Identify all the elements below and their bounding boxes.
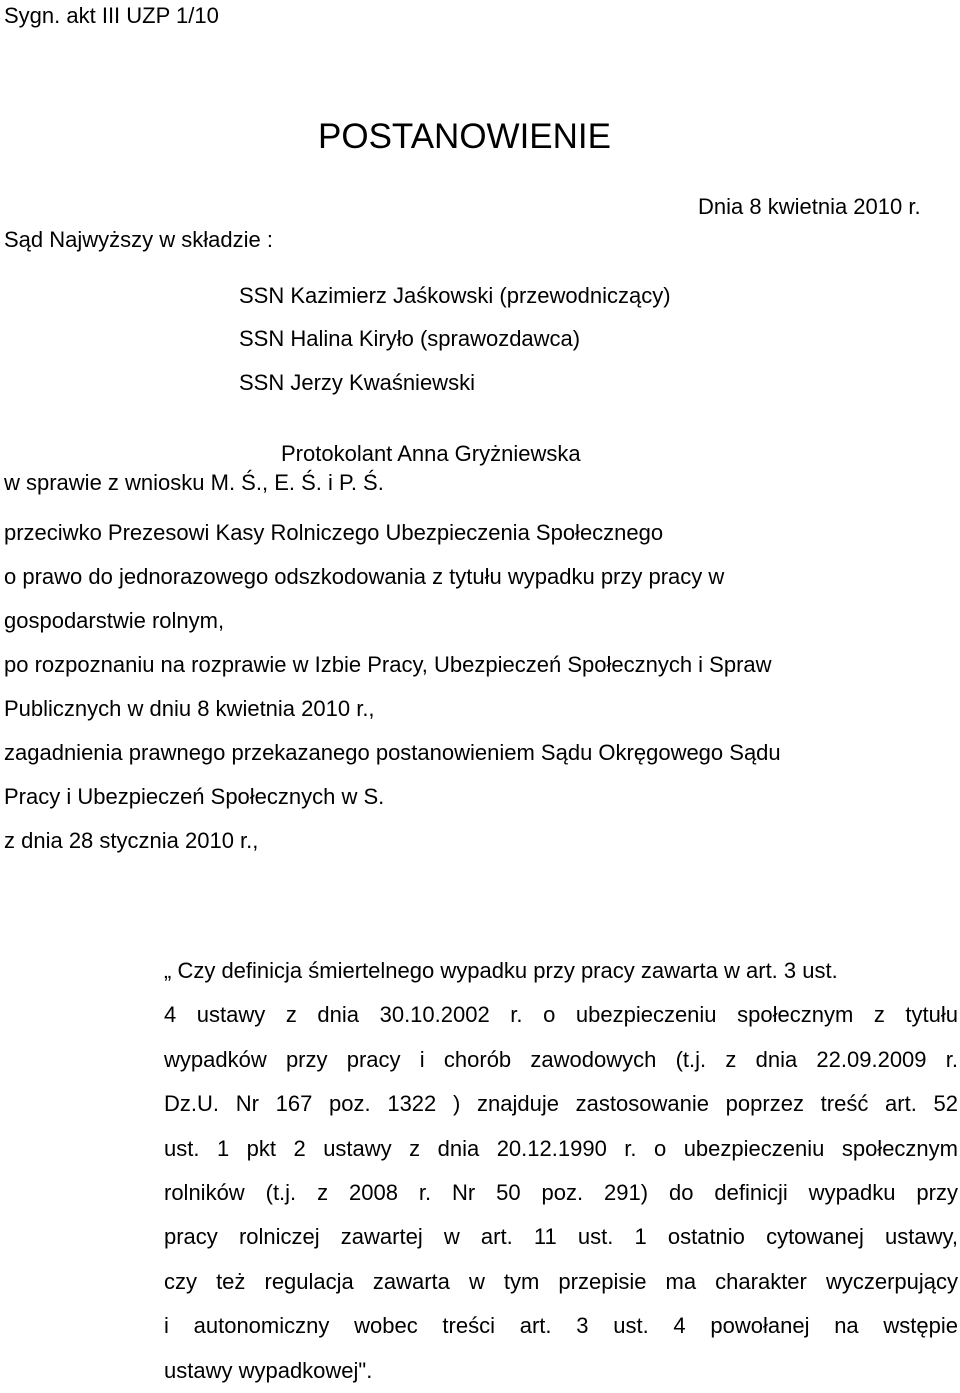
question-line: 4 ustawy z dnia 30.10.2002 r. o ubezpieczeniu społecznym z tytułu bbox=[164, 1002, 958, 1028]
case-line: Pracy i Ubezpieczeń Społecznych w S. bbox=[4, 784, 385, 809]
question-line: i autonomiczny wobec treści art. 3 ust. 4 powołanej na wstępie bbox=[164, 1313, 958, 1339]
question-line: ustawy wypadkowej". bbox=[164, 1357, 373, 1383]
question-line: wypadków przy pracy i chorób zawodowych (t.j. z dnia 22.09.2009 r. bbox=[164, 1046, 958, 1072]
case-line: w sprawie z wniosku M. Ś., E. Ś. i P. Ś. bbox=[4, 470, 384, 495]
decision-date: Dnia 8 kwietnia 2010 r. bbox=[698, 194, 921, 219]
case-line: z dnia 28 stycznia 2010 r., bbox=[4, 828, 259, 853]
question-line: Dz.U. Nr 167 poz. 1322 ) znajduje zastosowanie poprzez treść art. 52 bbox=[164, 1091, 958, 1117]
question-line: „ Czy definicja śmiertelnego wypadku przy pracy zawarta w art. 3 ust. bbox=[164, 958, 838, 983]
case-line: przeciwko Prezesowi Kasy Rolniczego Ubezpieczenia Społecznego bbox=[4, 520, 664, 545]
judge-member: SSN Jerzy Kwaśniewski bbox=[239, 370, 475, 395]
case-description bbox=[4, 455, 944, 863]
case-signature: Sygn. akt III UZP 1/10 bbox=[4, 3, 219, 28]
case-line: zagadnienia prawnego przekazanego postanowieniem Sądu Okręgowego Sądu bbox=[4, 740, 781, 765]
judge-rapporteur: SSN Halina Kiryło (sprawozdawca) bbox=[239, 326, 581, 351]
legal-question bbox=[164, 949, 958, 1393]
question-line: ust. 1 pkt 2 ustawy z dnia 20.12.1990 r. o ubezpieczeniu społecznym bbox=[164, 1135, 958, 1161]
case-line: Publicznych w dniu 8 kwietnia 2010 r., bbox=[4, 696, 375, 721]
question-line: czy też regulacja zawarta w tym przepisie ma charakter wyczerpujący bbox=[164, 1268, 958, 1294]
court-clerk: Protokolant Anna Gryżniewska bbox=[281, 441, 581, 466]
judge-presiding: SSN Kazimierz Jaśkowski (przewodniczący) bbox=[239, 283, 671, 308]
question-line: pracy rolniczej zawartej w art. 11 ust. 1 ostatnio cytowanej ustawy, bbox=[164, 1224, 958, 1250]
document-title: POSTANOWIENIE bbox=[318, 117, 611, 156]
case-line: o prawo do jednorazowego odszkodowania z tytułu wypadku przy pracy w bbox=[4, 564, 725, 589]
case-line: po rozpoznaniu na rozprawie w Izbie Pracy, Ubezpieczeń Społecznych i Spraw bbox=[4, 652, 772, 677]
case-line: gospodarstwie rolnym, bbox=[4, 608, 225, 633]
question-line: rolników (t.j. z 2008 r. Nr 50 poz. 291) do definicji wypadku przy bbox=[164, 1180, 958, 1206]
court-composition-label: Sąd Najwyższy w składzie : bbox=[4, 227, 273, 252]
